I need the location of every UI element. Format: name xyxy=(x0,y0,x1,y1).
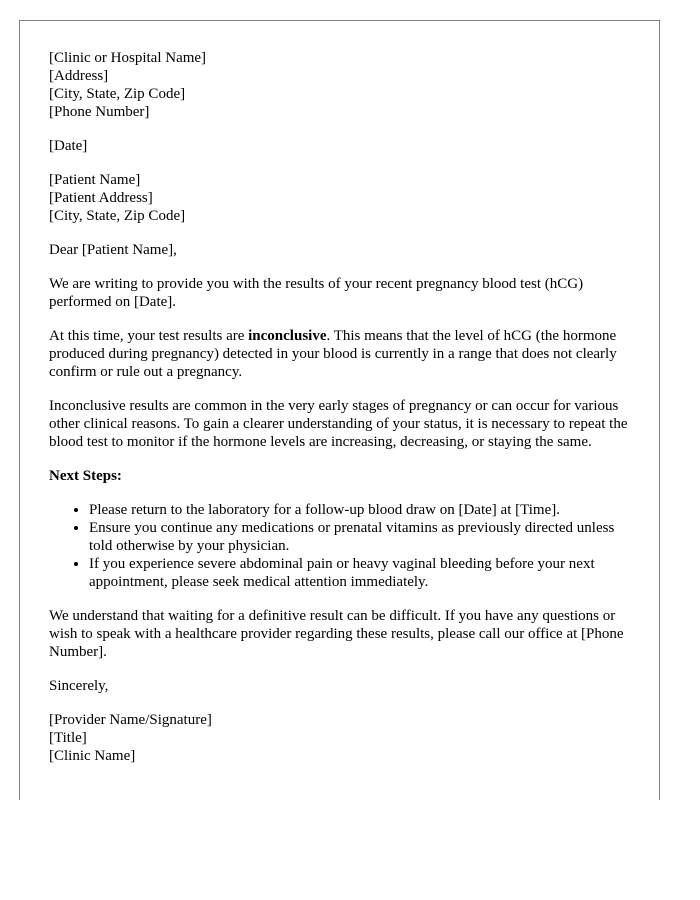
sender-phone: [Phone Number] xyxy=(49,104,150,120)
sender-clinic-name: [Clinic or Hospital Name] xyxy=(49,50,207,66)
paragraph-explanation: Inconclusive results are common in the very early stages of pregnancy or can occur for various other clinical reasons. To gain a clearer understanding of your status, it is necessary to repeat the blood test to monitor if the hormone levels are increasing, decreasing, or staying the same. xyxy=(49,398,628,450)
sender-city-state-zip: [City, State, Zip Code] xyxy=(49,86,186,102)
recipient-name: [Patient Name] xyxy=(49,172,141,188)
paragraph-result xyxy=(49,327,634,381)
list-item: • Ensure you continue any medications or prenatal vitamins as previously directed unless told otherwise by your physician. xyxy=(89,519,634,555)
signature-clinic: [Clinic Name] xyxy=(49,748,136,764)
next-steps-list xyxy=(49,501,634,591)
sender-address: [Address] xyxy=(49,68,109,84)
recipient-city-state-zip: [City, State, Zip Code] xyxy=(49,208,186,224)
sender-address-block xyxy=(49,49,634,121)
paragraph-intro: We are writing to provide you with the results of your recent pregnancy blood test (hCG) performed on [Date]. xyxy=(49,276,584,310)
list-item: • Please return to the laboratory for a follow-up blood draw on [Date] at [Time]. xyxy=(89,501,634,519)
next-steps-heading xyxy=(49,467,634,485)
signature-provider: [Provider Name/Signature] xyxy=(49,712,212,728)
date-text: [Date] xyxy=(49,138,88,154)
letter-content xyxy=(49,49,634,765)
signature-block xyxy=(49,711,634,765)
recipient-address-block xyxy=(49,171,634,225)
salutation: Dear [Patient Name], xyxy=(49,242,177,258)
recipient-address: [Patient Address] xyxy=(49,190,153,206)
list-item: • If you experience severe abdominal pain or heavy vaginal bleeding before your next appointment, please seek medical attention immediately. xyxy=(89,555,634,591)
next-steps-heading-text: Next Steps: xyxy=(49,468,122,484)
letter-page xyxy=(19,20,660,800)
paragraph-contact: We understand that waiting for a definitive result can be difficult. If you have any questions or wish to speak with a healthcare provider regarding these results, please call our office at [Phone Number]. xyxy=(49,608,624,660)
closing: Sincerely, xyxy=(49,678,109,694)
result-text-after: . This means that the level of hCG (the hormone produced during pregnancy) detected in your blood is currently in a range that does not clearly confirm or rule out a pregnancy. xyxy=(49,328,617,380)
letter-date xyxy=(49,137,634,155)
result-status: inconclusive xyxy=(248,328,327,344)
result-text-before: At this time, your test results are xyxy=(49,328,249,344)
signature-title: [Title] xyxy=(49,730,87,746)
